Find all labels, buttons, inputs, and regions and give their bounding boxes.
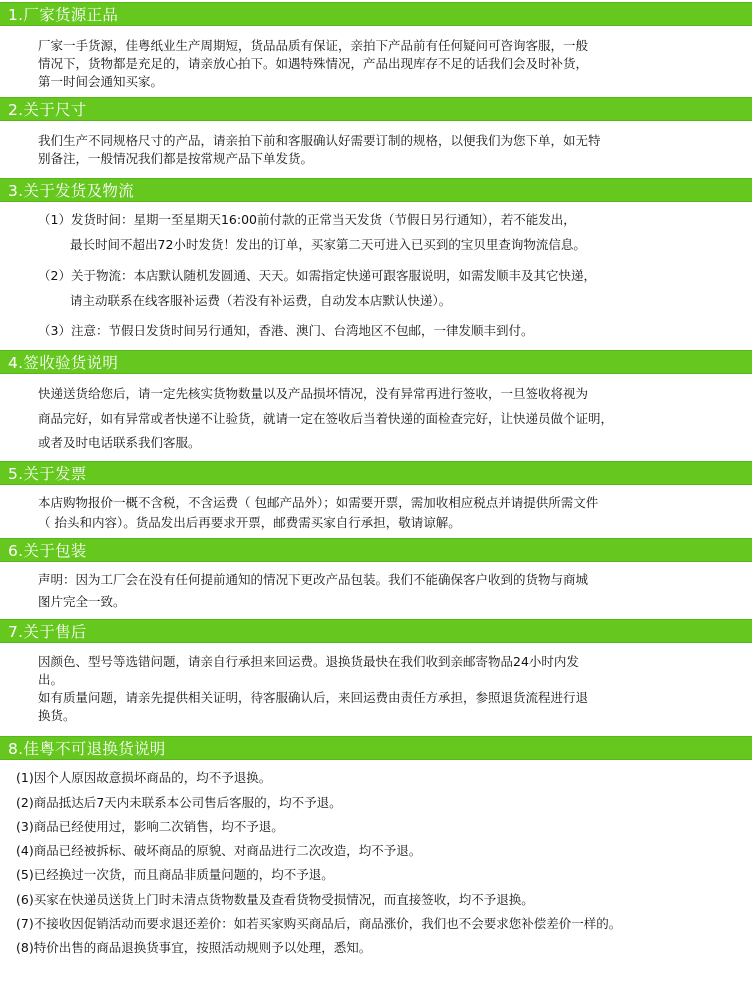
- section-6-line-2: 图片完全一致。: [38, 594, 126, 609]
- section-4-title: 4.签收验货说明: [8, 354, 119, 372]
- shipping-item-1-line-1: （1）发货时间：星期一至星期天16:00前付款的正常当天发货（节假日另行通知），若不能发出，: [38, 212, 576, 227]
- section-7-line-4: 换货。: [38, 708, 76, 723]
- section-5-line-1: 本店购物报价一概不含税，不含运费（ 包邮产品外）；如需要开票，需加收相应税点并请提供所需文件: [38, 495, 599, 510]
- section-4-header: [0, 350, 752, 374]
- section-3-title: 3.关于发货及物流: [8, 182, 134, 200]
- no-return-item-5: (5)已经换过一次货，而且商品非质量问题的，均不予退。: [16, 867, 334, 882]
- shipping-item-2-line-1: （2）关于物流：本店默认随机发圆通、天天。如需指定快递可跟客服说明，如需发顺丰及其它快递，: [38, 268, 596, 283]
- section-7-header: [0, 619, 752, 643]
- section-5: [0, 461, 752, 530]
- section-5-header: [0, 461, 752, 485]
- section-3-header: [0, 178, 752, 202]
- section-3: [0, 178, 752, 338]
- section-6-line-1: 声明：因为工厂会在没有任何提前通知的情况下更改产品包装。我们不能确保客户收到的货物与商城: [38, 572, 589, 587]
- section-8-title: 8.佳粤不可退换货说明: [8, 740, 166, 758]
- section-1-header: [0, 2, 752, 26]
- section-5-line-2: （ 抬头和内容）。货品发出后再要求开票，邮费需买家自行承担，敬请谅解。: [38, 515, 461, 530]
- section-8: [0, 736, 752, 955]
- no-return-item-2: (2)商品抵达后7天内未联系本公司售后客服的，均不予退。: [16, 795, 342, 810]
- no-return-item-1: (1)因个人原因故意损坏商品的，均不予退换。: [16, 770, 272, 785]
- section-7: [0, 619, 752, 723]
- no-return-item-8: (8)特价出售的商品退换货事宜，按照活动规则予以处理，悉知。: [16, 940, 372, 955]
- no-return-item-7: (7)不接收因促销活动而要求退还差价：如若买家购买商品后，商品涨价，我们也不会要求您补偿差价一样的。: [16, 916, 622, 931]
- section-2-title: 2.关于尺寸: [8, 101, 87, 119]
- section-2-header: [0, 97, 752, 121]
- section-1-line-3: 第一时间会通知买家。: [38, 74, 164, 89]
- section-2-line-1: 我们生产不同规格尺寸的产品，请亲拍下前和客服确认好需要订制的规格，以便我们为您下单，如无特: [38, 133, 601, 148]
- section-1-line-2: 情况下，货物都是充足的，请亲放心拍下。如遇特殊情况，产品出现库存不足的话我们会及时补货，: [38, 56, 589, 71]
- section-1-line-1: 厂家一手货源，佳粤纸业生产周期短，货品品质有保证，亲拍下产品前有任何疑问可咨询客服，一般: [38, 38, 589, 53]
- section-5-title: 5.关于发票: [8, 465, 87, 483]
- section-2: [0, 97, 752, 166]
- section-4: [0, 350, 752, 450]
- section-7-title: 7.关于售后: [8, 623, 87, 641]
- shipping-item-2-line-2: 请主动联系在线客服补运费（若没有补运费，自动发本店默认快递）。: [70, 293, 452, 308]
- section-4-line-3: 或者及时电话联系我们客服。: [38, 435, 201, 450]
- section-6-header: [0, 538, 752, 562]
- section-1-title: 1.厂家货源正品: [8, 6, 119, 24]
- section-4-line-2: 商品完好，如有异常或者快递不让验货，就请一定在签收后当着快递的面检查完好，让快递员做个证明，: [38, 411, 614, 426]
- section-4-line-1: 快递送货给您后，请一定先核实货物数量以及产品损坏情况，没有异常再进行签收，一旦签收将视为: [38, 386, 589, 401]
- no-return-item-4: (4)商品已经被拆标、破坏商品的原貌、对商品进行二次改造，均不予退。: [16, 843, 422, 858]
- section-7-line-1: 因颜色、型号等选错问题，请亲自行承担来回运费。退换货最快在我们收到亲邮寄物品24小时内发: [38, 654, 579, 669]
- section-1: [0, 2, 752, 89]
- section-6-title: 6.关于包装: [8, 542, 87, 560]
- shipping-item-1-line-2: 最长时间不超出72小时发货！发出的订单，买家第二天可进入已买到的宝贝里查询物流信息。: [70, 237, 586, 252]
- section-8-header: [0, 736, 752, 760]
- section-2-line-2: 别备注，一般情况我们都是按常规产品下单发货。: [38, 151, 314, 166]
- section-6: [0, 538, 752, 609]
- section-7-line-3: 如有质量问题，请亲先提供相关证明，待客服确认后，来回运费由责任方承担，参照退货流程进行退: [38, 690, 589, 705]
- shipping-item-3-line-1: （3）注意：节假日发货时间另行通知，香港、澳门、台湾地区不包邮，一律发顺丰到付。: [38, 323, 534, 338]
- section-7-line-2: 出。: [38, 672, 64, 687]
- no-return-item-6: (6)买家在快递员送货上门时未清点货物数量及查看货物受损情况，而直接签收，均不予退换。: [16, 892, 534, 907]
- no-return-item-3: (3)商品已经使用过，影响二次销售，均不予退。: [16, 819, 284, 834]
